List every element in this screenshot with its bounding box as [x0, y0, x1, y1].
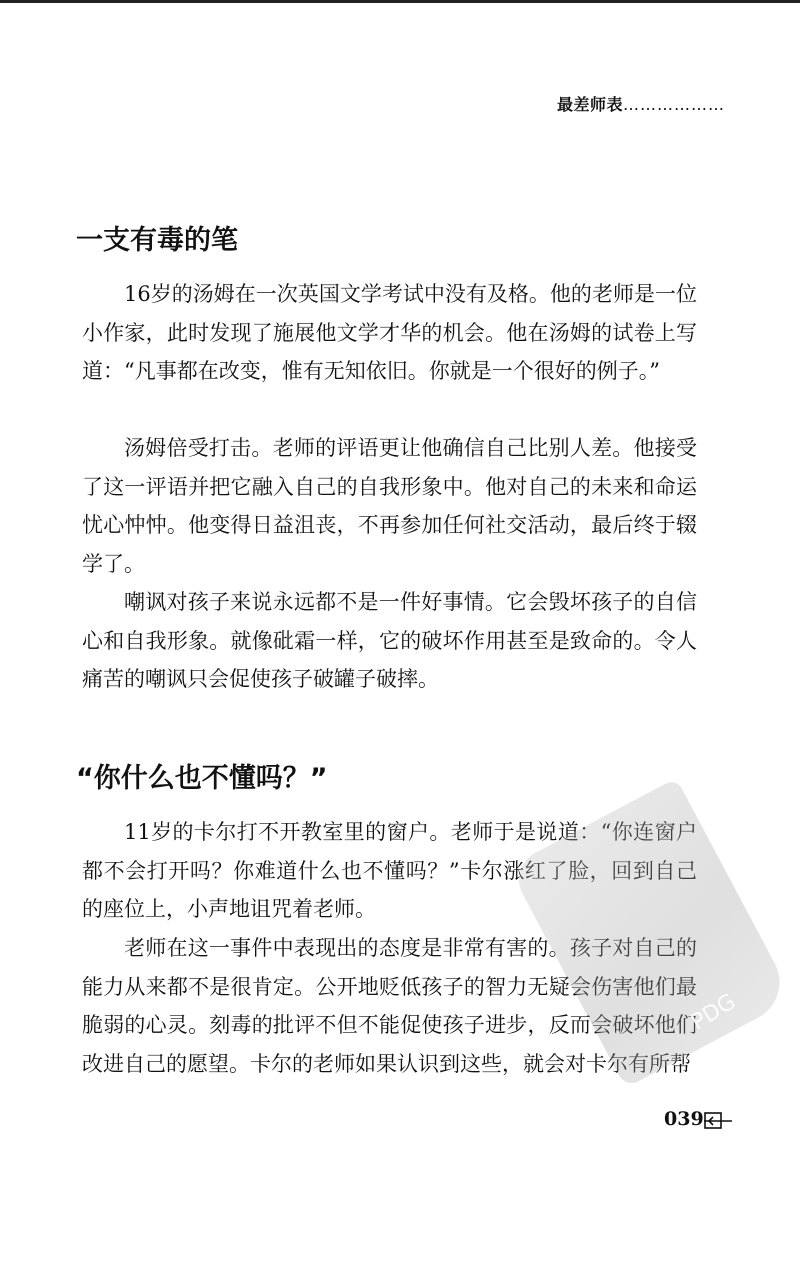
watermark-text: PDG [686, 989, 741, 1036]
page-mark-icon [704, 1111, 732, 1131]
section-title: 一支有毒的笔 [76, 225, 238, 256]
page-number: 039 [664, 1108, 704, 1130]
running-head-title: 最差师表 [557, 95, 624, 114]
section-title: “你什么也不懂吗？” [76, 763, 328, 794]
paragraph: 16岁的汤姆在一次英国文学考试中没有及格。他的老师是一位小作家，此时发现了施展他文学才华的机会。他在汤姆的试卷上写道：“凡事都在改变，惟有无知依旧。你就是一个很好的例子。” [82, 282, 697, 383]
running-head-dots: ……………… [623, 95, 726, 114]
paragraph: 老师在这一事件中表现出的态度是非常有害的。孩子对自己的能力从来都不是很肯定。公开地贬低孩子的智力无疑会伤害他们最脆弱的心灵。刻毒的批评不但不能促使孩子进步，反而会破坏他们改进自己的愿望。卡尔的老师如果认识到这些，就会对卡尔有所帮 [82, 936, 697, 1076]
paragraph: 汤姆倍受打击。老师的评语更让他确信自己比别人差。他接受了这一评语并把它融入自己的自我形象中。他对自己的未来和命运忧心忡忡。他变得日益沮丧，不再参加任何社交活动，最后终于辍学了。 [82, 436, 697, 576]
paragraph: 11岁的卡尔打不开教室里的窗户。老师于是说道：“你连窗户都不会打开吗？你难道什么也不懂吗？”卡尔涨红了脸，回到自己的座位上，小声地诅咒着老师。 [82, 820, 697, 921]
running-head [557, 92, 725, 115]
paragraph: 嘲讽对孩子来说永远都不是一件好事情。它会毁坏孩子的自信心和自我形象。就像砒霜一样，它的破坏作用甚至是致命的。令人痛苦的嘲讽只会促使孩子破罐子破摔。 [82, 590, 697, 691]
top-rule [0, 0, 800, 3]
